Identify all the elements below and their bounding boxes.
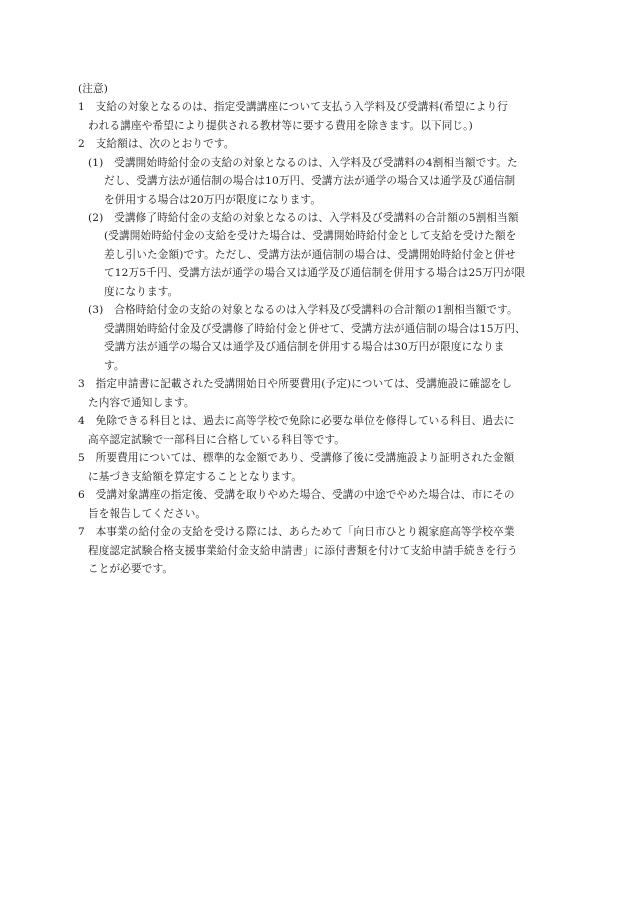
- note-line-1: 1 支給の対象となるのは、指定受講講座について支払う入学料及び受講料(希望により行: [78, 101, 508, 113]
- note-line-22: 6 受講対象講座の指定後、受講を取りやめた場合、受講の中途でやめた場合は、市にその: [78, 489, 515, 501]
- note-line-4: (1) 受講開始時給付金の支給の対象となるのは、入学料及び受講料の4割相当額です。た: [88, 157, 518, 169]
- note-line-23: 旨を報告してください。: [88, 508, 207, 520]
- note-line-3: 2 支給額は、次のとおりです。: [78, 138, 235, 150]
- note-line-2: われる講座や希望により提供される教材等に要する費用を除きます。以下同じ。): [88, 120, 473, 132]
- note-line-7: (2) 受講修了時給付金の支給の対象となるのは、入学料及び受講料の合計額の5割相当額: [88, 212, 519, 224]
- note-line-10: て12万5千円、受講方法が通学の場合又は通学及び通信制を併用する場合は25万円が限: [104, 267, 526, 279]
- note-line-26: ことが必要です。: [88, 563, 174, 575]
- note-line-9: 差し引いた金額)です。ただし、受講方法が通信制の場合は、受講開始時給付金と併せ: [104, 249, 516, 261]
- note-line-17: た内容で通知します。: [88, 397, 195, 409]
- note-line-11: 度になります。: [104, 286, 179, 298]
- note-line-5: だし、受講方法が通信制の場合は10万円、受講方法が通学の場合又は通学及び通信制: [104, 175, 516, 187]
- note-line-20: 5 所要費用については、標準的な金額であり、受講修了後に受講施設より証明された金額: [78, 452, 515, 464]
- note-line-18: 4 免除できる科目とは、過去に高等学校で免除に必要な単位を修得している科目、過去に: [78, 415, 515, 427]
- note-line-16: 3 指定申請書に記載された受講開始日や所要費用(予定)については、受講施設に確認をし: [78, 378, 513, 390]
- note-line-21: に基づき支給額を算定することとなります。: [88, 471, 303, 483]
- note-line-13: 受講開始時給付金及び受講修了時給付金と併せて、受講方法が通信制の場合は15万円、: [104, 323, 526, 335]
- note-line-25: 程度認定試験合格支援事業給付金支給申請書」に添付書類を付けて支給申請手続きを行う: [88, 545, 518, 557]
- note-line-15: す。: [104, 360, 125, 372]
- note-line-12: (3) 合格時給付金の支給の対象となるのは入学料及び受講料の合計額の1割相当額です。: [88, 304, 518, 316]
- note-line-8: (受講開始時給付金の支給を受けた場合は、受講開始時給付金として支給を受けた額を: [104, 230, 517, 242]
- note-line-19: 高卒認定試験で一部科目に合格している科目等です。: [88, 434, 345, 446]
- note-line-6: を併用する場合は20万円が限度になります。: [104, 194, 322, 206]
- note-heading: (注意): [78, 83, 109, 95]
- note-line-14: 受講方法が通学の場合又は通学及び通信制を併用する場合は30万円が限度になりま: [104, 341, 505, 353]
- note-line-24: 7 本事業の給付金の支給を受ける際には、あらためて「向日市ひとり親家庭高等学校卒業: [78, 526, 515, 538]
